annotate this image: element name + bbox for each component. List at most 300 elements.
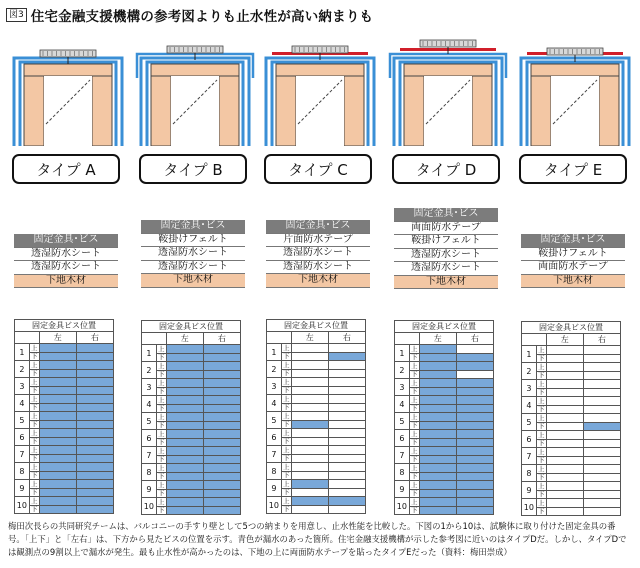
table-row <box>15 471 114 480</box>
leak-cell <box>166 438 203 447</box>
row-number: 6 <box>142 430 157 447</box>
table-row <box>522 371 621 380</box>
row-number: 2 <box>522 363 537 380</box>
down-label: 下 <box>282 437 290 446</box>
column-left: 左 <box>39 332 76 344</box>
column-right: 右 <box>328 332 365 344</box>
leak-cell <box>39 352 76 361</box>
leak-cell <box>166 472 203 481</box>
table-row <box>395 353 494 362</box>
type-label: タイプ D <box>392 154 500 184</box>
dry-cell <box>583 380 620 389</box>
leak-cell <box>419 396 456 405</box>
leak-cell <box>39 437 76 446</box>
table-row <box>15 378 114 387</box>
up-label: 上 <box>537 464 545 473</box>
table-row <box>15 505 114 514</box>
leak-cell <box>419 387 456 396</box>
row-number: 7 <box>142 447 157 464</box>
dry-cell <box>583 499 620 508</box>
table-row <box>395 404 494 413</box>
figure-label: 図3 <box>6 8 27 22</box>
up-label: 上 <box>30 462 38 471</box>
leak-cell <box>419 404 456 413</box>
up-label: 上 <box>157 344 165 353</box>
up-label: 上 <box>157 361 165 370</box>
cross-section-diagram <box>133 28 257 146</box>
table-row <box>522 456 621 465</box>
table-row <box>142 413 241 422</box>
leak-cell <box>39 378 76 387</box>
layer-plain: 両面防水テープ <box>521 261 625 275</box>
table-row <box>142 345 241 354</box>
layer-wood: 下地木材 <box>266 274 370 288</box>
leak-cell <box>203 438 240 447</box>
down-label: 下 <box>282 403 290 412</box>
row-number: 2 <box>395 362 410 379</box>
type-label: タイプ B <box>139 154 247 184</box>
leak-cell <box>39 420 76 429</box>
up-label: 上 <box>537 396 545 405</box>
dry-cell <box>583 465 620 474</box>
dry-cell <box>546 380 583 389</box>
leak-cell <box>456 379 493 388</box>
row-number: 9 <box>15 480 30 497</box>
leak-cell <box>456 447 493 456</box>
row-number: 4 <box>267 395 282 412</box>
leak-cell <box>39 412 76 421</box>
up-label: 上 <box>157 395 165 404</box>
down-label: 下 <box>282 369 290 378</box>
right-post-wood <box>219 76 239 146</box>
hardware-bracket <box>167 46 223 53</box>
row-number: 6 <box>395 430 410 447</box>
dry-cell <box>328 488 365 497</box>
leak-cell <box>456 362 493 371</box>
row-number: 5 <box>142 413 157 430</box>
dry-cell <box>546 439 583 448</box>
table-row <box>142 421 241 430</box>
up-label: 上 <box>157 497 165 506</box>
table-row <box>15 446 114 455</box>
leak-cell <box>203 370 240 379</box>
leak-cell <box>419 481 456 490</box>
dry-cell <box>291 471 328 480</box>
down-label: 下 <box>410 421 418 430</box>
table-row <box>522 448 621 457</box>
up-label: 上 <box>30 496 38 505</box>
leak-cell <box>456 464 493 473</box>
down-label: 下 <box>282 488 290 497</box>
table-row <box>267 352 366 361</box>
row-number: 1 <box>522 346 537 363</box>
leak-cell <box>419 438 456 447</box>
down-label: 下 <box>537 388 545 397</box>
type-label: タイプ C <box>264 154 372 184</box>
up-label: 上 <box>282 428 290 437</box>
hardware-bracket <box>547 48 603 55</box>
up-label: 上 <box>410 429 418 438</box>
leak-cell <box>166 396 203 405</box>
leak-cell <box>166 498 203 507</box>
row-number: 5 <box>395 413 410 430</box>
down-label: 下 <box>157 404 165 413</box>
leak-cell <box>76 352 113 361</box>
leak-cell <box>419 464 456 473</box>
leak-cell <box>203 353 240 362</box>
leak-cell <box>203 464 240 473</box>
up-label: 上 <box>537 447 545 456</box>
dry-cell <box>328 471 365 480</box>
table-row <box>142 489 241 498</box>
type-label: タイプ E <box>519 154 627 184</box>
up-label: 上 <box>537 481 545 490</box>
leak-cell <box>419 379 456 388</box>
row-number: 9 <box>522 482 537 499</box>
up-label: 上 <box>410 446 418 455</box>
frame-opening <box>171 76 219 146</box>
leak-cell <box>39 403 76 412</box>
row-number: 8 <box>15 463 30 480</box>
leak-cell <box>76 344 113 353</box>
table-row <box>15 463 114 472</box>
down-label: 下 <box>537 456 545 465</box>
row-number: 7 <box>522 448 537 465</box>
leak-cell <box>39 471 76 480</box>
left-post-wood <box>276 76 296 146</box>
table-row <box>522 405 621 414</box>
leak-cell <box>76 403 113 412</box>
down-label: 下 <box>30 386 38 395</box>
cross-section-diagram <box>258 28 382 146</box>
leak-cell <box>328 352 365 361</box>
up-label: 上 <box>157 412 165 421</box>
leak-cell <box>76 429 113 438</box>
table-row <box>15 480 114 489</box>
table-row <box>267 395 366 404</box>
title-text: 住宅金融支援機構の参考図よりも止水性が高い納まりも <box>30 9 374 25</box>
right-post-wood <box>92 76 112 146</box>
dry-cell <box>328 412 365 421</box>
down-label: 下 <box>537 473 545 482</box>
leak-cell <box>419 472 456 481</box>
leak-cell <box>166 506 203 515</box>
frame-opening <box>551 76 599 146</box>
screw-position-table <box>521 321 621 516</box>
top-rail-wood <box>404 64 492 76</box>
row-number: 8 <box>395 464 410 481</box>
leak-cell <box>39 463 76 472</box>
row-number: 7 <box>15 446 30 463</box>
down-label: 下 <box>537 422 545 431</box>
dry-cell <box>546 422 583 431</box>
leak-cell <box>583 422 620 431</box>
right-post-wood <box>472 76 492 146</box>
leak-cell <box>203 345 240 354</box>
dry-cell <box>328 420 365 429</box>
screw-position-table <box>14 319 114 514</box>
column-left: 左 <box>291 332 328 344</box>
down-label: 下 <box>282 505 290 514</box>
leak-cell <box>76 420 113 429</box>
up-label: 上 <box>282 462 290 471</box>
down-label: 下 <box>30 471 38 480</box>
leak-cell <box>419 506 456 515</box>
table-row <box>522 363 621 372</box>
row-number: 2 <box>267 361 282 378</box>
up-label: 上 <box>157 463 165 472</box>
up-label: 上 <box>537 413 545 422</box>
leak-cell <box>39 361 76 370</box>
row-number: 1 <box>395 345 410 362</box>
dry-cell <box>583 354 620 363</box>
screw-position-table <box>266 319 366 514</box>
row-number: 6 <box>267 429 282 446</box>
top-rail-wood <box>24 64 112 76</box>
frame-opening <box>44 76 92 146</box>
table-row <box>395 506 494 515</box>
table-row <box>15 488 114 497</box>
left-post-wood <box>404 76 424 146</box>
up-label: 上 <box>410 395 418 404</box>
up-label: 上 <box>282 360 290 369</box>
layer-plain: 透湿防水シート <box>141 247 245 261</box>
table-row <box>395 472 494 481</box>
table-row <box>395 498 494 507</box>
leak-cell <box>456 421 493 430</box>
table-row <box>15 352 114 361</box>
table-row <box>142 404 241 413</box>
leak-cell <box>203 404 240 413</box>
leak-cell <box>39 505 76 514</box>
dry-cell <box>328 505 365 514</box>
down-label: 下 <box>282 471 290 480</box>
table-row <box>395 396 494 405</box>
leak-cell <box>456 396 493 405</box>
table-row <box>267 437 366 446</box>
table-row <box>395 345 494 354</box>
table-row <box>522 354 621 363</box>
dry-cell <box>291 463 328 472</box>
dry-cell <box>546 397 583 406</box>
down-label: 下 <box>410 489 418 498</box>
up-label: 上 <box>410 344 418 353</box>
up-label: 上 <box>282 377 290 386</box>
table-corner <box>395 333 420 345</box>
cross-section-diagram <box>513 28 637 146</box>
up-label: 上 <box>157 446 165 455</box>
dry-cell <box>291 454 328 463</box>
leak-cell <box>166 413 203 422</box>
table-row <box>15 412 114 421</box>
table-row <box>142 438 241 447</box>
column-right: 右 <box>203 333 240 345</box>
column-right: 右 <box>456 333 493 345</box>
row-number: 7 <box>267 446 282 463</box>
dry-cell <box>328 403 365 412</box>
dry-cell <box>546 465 583 474</box>
leak-cell <box>203 413 240 422</box>
table-row <box>395 413 494 422</box>
down-label: 下 <box>30 403 38 412</box>
table-corner <box>15 332 40 344</box>
table-row <box>15 369 114 378</box>
table-row <box>395 362 494 371</box>
table-row <box>395 430 494 439</box>
leak-cell <box>419 353 456 362</box>
leak-cell <box>419 489 456 498</box>
dry-cell <box>291 361 328 370</box>
dry-cell <box>583 431 620 440</box>
down-label: 下 <box>410 370 418 379</box>
row-number: 7 <box>395 447 410 464</box>
leak-cell <box>456 472 493 481</box>
dry-cell <box>291 395 328 404</box>
leak-cell <box>39 480 76 489</box>
leak-cell <box>456 387 493 396</box>
table-row <box>15 344 114 353</box>
table-row <box>142 387 241 396</box>
leak-cell <box>39 429 76 438</box>
layer-wood: 下地木材 <box>14 275 118 289</box>
table-row <box>395 489 494 498</box>
leak-cell <box>456 438 493 447</box>
table-row <box>142 370 241 379</box>
dry-cell <box>291 429 328 438</box>
up-label: 上 <box>30 360 38 369</box>
dry-cell <box>546 490 583 499</box>
layer-plain: 透湿防水シート <box>394 262 498 276</box>
table-row <box>142 472 241 481</box>
leak-cell <box>39 386 76 395</box>
table-row <box>267 497 366 506</box>
down-label: 下 <box>157 370 165 379</box>
dry-cell <box>546 346 583 355</box>
down-label: 下 <box>30 488 38 497</box>
dry-cell <box>328 369 365 378</box>
row-number: 4 <box>395 396 410 413</box>
leak-cell <box>291 497 328 506</box>
table-title: 固定金具ビス位置 <box>395 321 494 333</box>
dry-cell <box>291 412 328 421</box>
row-number: 8 <box>267 463 282 480</box>
down-label: 下 <box>157 489 165 498</box>
dry-cell <box>583 388 620 397</box>
dry-cell <box>291 344 328 353</box>
table-row <box>15 420 114 429</box>
leak-cell <box>166 421 203 430</box>
table-row <box>267 369 366 378</box>
leak-cell <box>203 362 240 371</box>
table-row <box>267 378 366 387</box>
leak-cell <box>203 472 240 481</box>
leak-cell <box>419 370 456 379</box>
leak-cell <box>456 413 493 422</box>
dry-cell <box>328 480 365 489</box>
leak-cell <box>203 421 240 430</box>
up-label: 上 <box>410 497 418 506</box>
down-label: 下 <box>410 506 418 515</box>
dry-cell <box>328 463 365 472</box>
table-row <box>267 403 366 412</box>
dry-cell <box>546 473 583 482</box>
dry-cell <box>546 354 583 363</box>
up-label: 上 <box>537 430 545 439</box>
leak-cell <box>166 370 203 379</box>
table-row <box>395 387 494 396</box>
dry-cell <box>583 414 620 423</box>
table-row <box>142 362 241 371</box>
leak-cell <box>76 386 113 395</box>
dry-cell <box>583 507 620 516</box>
table-row <box>267 344 366 353</box>
leak-cell <box>203 396 240 405</box>
table-row <box>267 420 366 429</box>
table-row <box>142 506 241 515</box>
down-label: 下 <box>537 490 545 499</box>
table-row <box>142 379 241 388</box>
down-label: 下 <box>157 506 165 515</box>
layer-plain: 透湿防水シート <box>394 249 498 263</box>
leak-cell <box>76 463 113 472</box>
dry-cell <box>546 507 583 516</box>
up-label: 上 <box>282 343 290 352</box>
leak-cell <box>203 506 240 515</box>
up-label: 上 <box>282 479 290 488</box>
leak-cell <box>166 379 203 388</box>
table-row <box>267 361 366 370</box>
layer-plain: 透湿防水シート <box>266 247 370 261</box>
table-corner <box>267 332 292 344</box>
table-row <box>267 488 366 497</box>
table-row <box>15 429 114 438</box>
table-row <box>142 430 241 439</box>
dry-cell <box>546 431 583 440</box>
up-label: 上 <box>157 378 165 387</box>
down-label: 下 <box>410 387 418 396</box>
table-corner <box>522 334 547 346</box>
leak-cell <box>166 481 203 490</box>
leak-cell <box>76 361 113 370</box>
down-label: 下 <box>157 472 165 481</box>
down-label: 下 <box>410 455 418 464</box>
dry-cell <box>583 371 620 380</box>
up-label: 上 <box>30 445 38 454</box>
dry-cell <box>583 405 620 414</box>
leak-cell <box>456 455 493 464</box>
row-number: 3 <box>267 378 282 395</box>
left-post-wood <box>24 76 44 146</box>
leak-cell <box>76 471 113 480</box>
dry-cell <box>328 378 365 387</box>
dry-cell <box>328 437 365 446</box>
row-number: 3 <box>395 379 410 396</box>
down-label: 下 <box>157 455 165 464</box>
row-number: 10 <box>142 498 157 515</box>
row-number: 4 <box>522 397 537 414</box>
table-row <box>522 414 621 423</box>
leak-cell <box>76 446 113 455</box>
up-label: 上 <box>410 463 418 472</box>
row-number: 5 <box>522 414 537 431</box>
down-label: 下 <box>282 420 290 429</box>
hardware-bracket <box>40 50 96 57</box>
table-row <box>522 465 621 474</box>
row-number: 6 <box>522 431 537 448</box>
leak-cell <box>166 353 203 362</box>
leak-cell <box>419 413 456 422</box>
leak-cell <box>456 506 493 515</box>
